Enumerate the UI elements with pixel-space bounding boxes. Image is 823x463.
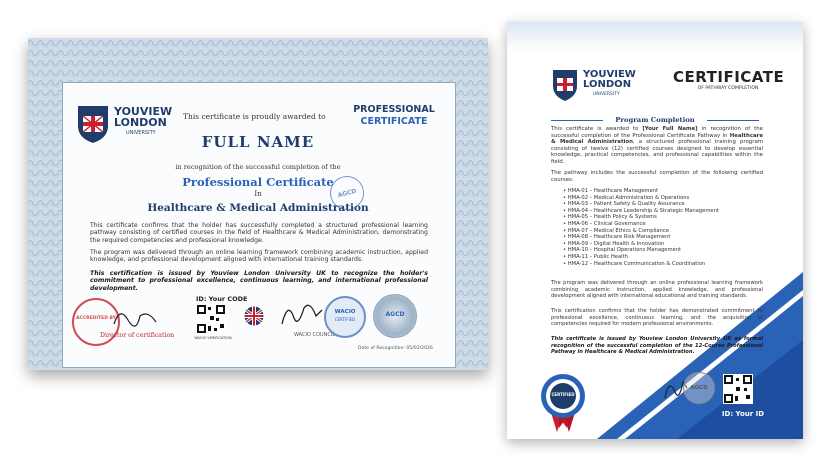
portrait-crest-logo xyxy=(551,68,579,102)
brand-line1: YOUVIEW xyxy=(114,105,173,118)
course-item: HMA-07 – Medical Ethics & Compliance xyxy=(567,227,669,234)
list-item: • HMA-03 – Patient Safety & Quality Assurance xyxy=(563,201,685,208)
program-name: Professional Certificate xyxy=(182,175,334,189)
confirm-paragraph-portrait: This certification confirms that the holder has demonstrated commitment to professional excellence, continuous learning, and the acquisition of competencies required for modern professional environments. xyxy=(551,308,763,327)
issued-statement: This certification is issued by Youview London University UK to recognize the holder's commitment to professional excellence, continuous learning, and international professional development. xyxy=(90,270,428,292)
portrait-brand xyxy=(583,70,636,90)
list-item: • HMA-09 – Digital Health & Innovation xyxy=(563,240,665,247)
wacio-seal xyxy=(324,296,366,338)
course-item: HMA-12 – Healthcare Communication & Coordination xyxy=(567,260,706,267)
rosette-seal xyxy=(537,372,589,434)
list-item: • HMA-12 – Healthcare Communication & Coordination xyxy=(563,260,706,267)
list-item: • HMA-06 – Clinical Governance xyxy=(563,220,646,227)
intro-field: Healthcare & Medical Administration xyxy=(551,132,763,146)
course-item: HMA-06 – Clinical Governance xyxy=(567,220,646,227)
hologram-seal xyxy=(373,294,417,338)
online-paragraph: The program was delivered through an online professional learning framework combining academic instruction, applied knowledge, and professional development aligned with international educational and training standards. xyxy=(551,280,763,299)
brand-name xyxy=(114,106,172,128)
director-label: Director of certification xyxy=(100,332,175,339)
intro-a: This certificate is awarded to xyxy=(551,126,643,132)
portrait-title: CERTIFICATE xyxy=(673,68,785,86)
recognition-text: in recognition of the successful completion of the xyxy=(175,163,341,171)
accredited-label: ACCREDITED BY xyxy=(76,316,116,321)
heading-professional: PROFESSIONAL xyxy=(353,104,435,115)
agcd-portrait-stamp xyxy=(683,372,715,404)
course-item: HMA-05 – Health Policy & Systems xyxy=(567,214,657,221)
intro-b: in recognition of the successful completion of the Professional Certificate Pathway in xyxy=(551,126,763,139)
list-item: • HMA-10 – Hospital Operations Management xyxy=(563,247,682,254)
list-item: • HMA-11 – Public Health xyxy=(563,253,628,260)
course-item: HMA-10 – Hospital Operations Management xyxy=(567,247,682,254)
divider-right xyxy=(707,120,759,121)
agcd-stamp-label: AGCD xyxy=(336,187,358,199)
full-name: FULL NAME xyxy=(201,133,315,151)
list-item: • HMA-07 – Medical Ethics & Compliance xyxy=(563,227,669,234)
divider-left xyxy=(551,120,603,121)
program-completion-heading: Program Completion xyxy=(615,116,695,124)
portrait-brand-line2: LONDON xyxy=(583,79,632,90)
list-item: • HMA-02 – Medical Administration & Operations xyxy=(563,194,690,201)
agcd-portrait-label: AGCD xyxy=(690,385,708,391)
qr-caption: WACIO VERIFICATION xyxy=(194,336,232,340)
portrait-certificate xyxy=(507,22,803,439)
confirm-paragraph: This certificate confirms that the holder has successfully completed a structured professional learning pathway consisting of certified courses in the field of Healthcare & Medical Administration, demonstrating the required competencies and professional knowledge. xyxy=(90,222,428,244)
field-name: Healthcare & Medical Administration xyxy=(147,202,369,214)
course-item: HMA-08 – Healthcare Risk Management xyxy=(567,234,671,241)
council-signature xyxy=(276,298,326,332)
portrait-qr-code xyxy=(723,374,753,404)
course-list xyxy=(563,188,763,267)
brand-line2: LONDON xyxy=(114,116,167,129)
portrait-brand-line3: UNIVERSITY xyxy=(593,92,620,97)
course-item: HMA-09 – Digital Health & Innovation xyxy=(567,240,665,247)
course-item: HMA-04 – Healthcare Leadership & Strategic Management xyxy=(567,207,719,214)
list-item: • HMA-08 – Healthcare Risk Management xyxy=(563,234,671,241)
intro-c: , a structured professional training program consisting of twelve (12) certified courses designed to develop essential knowledge, practical competencies, and professional capabilities within the field. xyxy=(551,139,764,165)
delivery-paragraph: The program was delivered through an online learning framework combining academic instruction, applied knowledge, and professional development aligned with international training standards. xyxy=(90,249,428,264)
wacio-council-label: WACIO COUNCIL xyxy=(294,332,336,338)
uk-flag-icon xyxy=(244,306,264,326)
list-item: • HMA-01 – Healthcare Management xyxy=(563,188,658,194)
hologram-label: AGCD xyxy=(385,311,405,318)
intro-paragraph xyxy=(551,126,763,166)
course-item: HMA-01 – Healthcare Management xyxy=(567,188,658,194)
list-item: • HMA-04 – Healthcare Leadership & Strategic Management xyxy=(563,207,719,214)
brand-line3: UNIVERSITY xyxy=(126,130,156,136)
wacio-seal-line2: CERTIFIED xyxy=(334,317,356,322)
course-item: HMA-11 – Public Health xyxy=(567,253,628,260)
heading-certificate: CERTIFICATE xyxy=(360,116,428,127)
course-item: HMA-02 – Medical Administration & Operations xyxy=(567,194,690,201)
portrait-brand-line1: YOUVIEW xyxy=(583,69,636,80)
qr-code xyxy=(196,304,226,334)
date-of-recognition: Date of Recognition: 05/02/2026 xyxy=(358,346,433,351)
professional-certificate-heading xyxy=(348,104,440,128)
director-signature xyxy=(110,302,160,332)
landscape-certificate xyxy=(28,38,488,370)
rosette-seal-label: CERTIFIED xyxy=(551,392,575,397)
list-item: • HMA-05 – Health Policy & Systems xyxy=(563,214,657,221)
formal-statement: This certificate is issued by Youview London University UK as formal recognition of the successful completion of the 12-Course Professional Pathway in Healthcare & Medical Administration. xyxy=(551,336,763,355)
id-code-label: ID: Your CODE xyxy=(196,295,248,303)
course-item: HMA-03 – Patient Safety & Quality Assurance xyxy=(567,201,685,208)
in-text: In xyxy=(254,190,262,198)
portrait-subtitle: OF PATHWAY COMPLETION xyxy=(697,86,759,91)
crest-logo xyxy=(76,104,110,144)
intro-name: [Your Full Name] xyxy=(642,126,698,132)
awarded-text: This certificate is proudly awarded to xyxy=(183,112,326,121)
pathway-intro: The pathway includes the successful completion of the following certified courses: xyxy=(551,170,763,183)
portrait-id-label: ID: Your ID xyxy=(721,410,765,418)
wacio-seal-line1: WACIO xyxy=(334,309,356,315)
